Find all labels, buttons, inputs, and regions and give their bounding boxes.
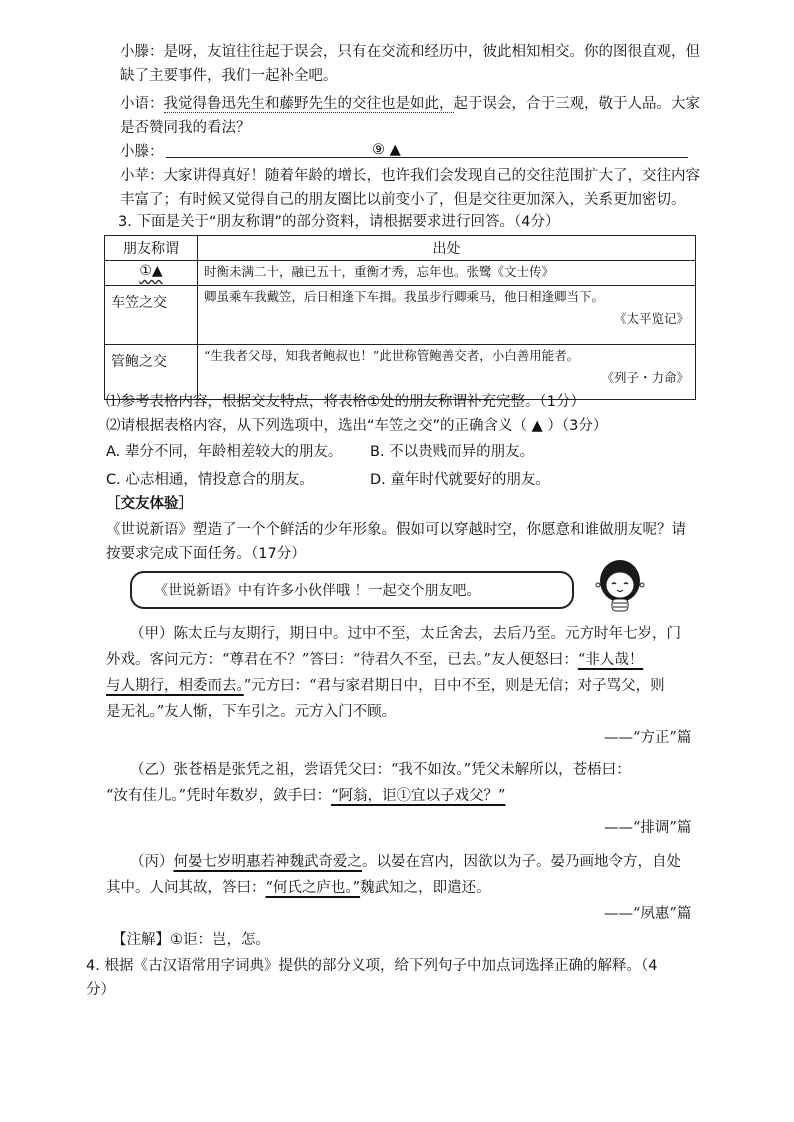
answer-blank-line[interactable] [166,157,688,158]
table-row [105,261,696,286]
table-row [105,286,696,345]
source-citation: 《太平览记》 [613,311,689,326]
underlined-sentence: “阿翁，讵①宜以子戏父？” [331,788,506,804]
dialogue-xiaoteng-line2: 缺了主要事件，我们一起补全吧。 [120,68,338,84]
section-intro-line2: 按要求完成下面任务。（17分） [106,546,306,562]
section-intro-line1: 《世说新语》塑造了一个个鲜活的少年形象。假如可以穿越时空，你愿意和谁做朋友呢？请 [106,522,686,538]
dialogue-xiaoyu-line2: 是否赞同我的看法？ [120,120,251,136]
passage-bing-source: ——“夙惠”篇 [604,906,692,922]
passage-bing-label: （丙） [130,854,174,870]
speech-bubble-text: 《世说新语》中有许多小伙伴哦 ！一起交个朋友吧。 [154,583,481,599]
source-citation: 《列子・力命》 [601,370,689,385]
dialogue-xiaoyu-rest: 起于误会，合于三观，敬于人品。大家 [453,96,700,112]
underlined-sentence: 何晏七岁明惠若神魏武奇爱之 [173,854,362,870]
passage-jia-source: ——“方正”篇 [604,730,692,746]
passage-bing-line2 [106,878,491,898]
passage-jia-line3 [106,676,665,696]
dialogue-xiaoyu-line1 [120,94,700,114]
question-3-sub2: ⑵请根据表格内容，从下列选项中，选出“车笠之交”的正确含义（ ▲ ）（3分） [106,418,608,434]
table-cell-source: 时衡未满二十，融已五十，重衡才秀，忘年也。张鹭《文士传》 [198,261,696,286]
dialogue-xiaoping-line2: 丰富了；有时候又觉得自己的朋友圈比以前变小了，但是交往更加深入，关系更加密切。 [120,192,686,208]
source-text: 卿虽乘车我戴笠，后日相逢下车揖。我虽步行卿乘马，他日相逢卿当下。 [204,289,605,304]
question-4-line1: 4. 根据《古汉语常用字词典》提供的部分义项，给下列句子中加点词选择正确的解释。（4 [86,958,658,974]
speaker-xiaoyu: 小语： [120,96,164,112]
passage-jia-line4: 是无礼。”友人惭，下车引之。元方入门不顾。 [106,704,397,720]
table-cell-source [198,286,696,345]
option-b[interactable]: B. 不以贵贱而异的朋友。 [370,444,535,460]
passage-bing-text: 魏武知之，即遣还。 [360,880,491,896]
friend-terms-table [104,235,696,400]
passage-jia-line2 [106,650,643,670]
passage-jia-text: ”元方曰：“君与家君期日中，日中不至，则是无信；对子骂父，则 [243,678,665,694]
annotation-note: 【注解】①讵：岂，怎。 [112,932,270,948]
passage-jia-line1: （甲）陈太丘与友期行，期日中。过中不至，太丘舍去，去后乃至。元方时年七岁，门 [130,626,681,642]
table-cell-term: 管鲍之交 [105,345,198,400]
speaker-xiaoteng: 小滕： [120,144,164,160]
term-blank-marker: ①▲ [139,263,163,279]
section-heading: ［交友体验］ [106,496,193,512]
table-header-source: 出处 [198,236,696,261]
table-header-term: 朋友称谓 [105,236,198,261]
table-cell-term: 车笠之交 [105,286,198,345]
option-d[interactable]: D. 童年时代就要好的朋友。 [370,472,550,488]
passage-yi-line1: （乙）张苍梧是张凭之祖，尝语凭父曰：“我不如汝。”凭父未解所以，苍梧曰： [130,762,631,778]
cartoon-girl-icon [590,555,650,617]
answer-blank-marker: ⑨ ▲ [372,142,401,158]
dialogue-xiaoteng-line1: 小滕：是呀，友谊往往起于误会，只有在交流和经历中，彼此相知相交。你的图很直观，但 [120,44,700,60]
question-3-sub1: ⑴参考表格内容，根据交友特点，将表格①处的朋友称谓补充完整。（1分） [106,394,585,410]
passage-yi-text: “汝有佳儿。”凭时年数岁，敛手曰： [106,788,332,804]
dotted-sentence: 我觉得鲁迅先生和藤野先生的交往也是如此， [163,96,454,112]
underlined-sentence: “非人哉！ [577,652,644,668]
question-4-line2: 分） [86,982,115,998]
source-text: “生我者父母，知我者鲍叔也！”此世称管鲍善交者，小白善用能者。 [204,348,580,363]
option-a[interactable]: A. 辈分不同，年龄相差较大的朋友。 [106,444,343,460]
passage-yi-line2 [106,786,505,806]
dialogue-xiaoping-line1: 小苹：大家讲得真好！随着年龄的增长，也许我们会发现自己的交往范围扩大了，交往内容 [120,168,700,184]
underlined-sentence: “何氏之庐也。” [265,880,361,896]
passage-jia-text: 外戏。客问元方：“尊君在不？”答曰：“待君久不至，已去。”友人便怒曰： [106,652,578,668]
option-c[interactable]: C. 心志相通，情投意合的朋友。 [106,472,314,488]
table-cell-term-blank[interactable] [105,261,198,286]
passage-bing-text: 其中。人问其故，答曰： [106,880,266,896]
dialogue-xiaoteng-answer [120,142,164,162]
question-3-title: 3. 下面是关于“朋友称谓”的部分资料，请根据要求进行回答。（4分） [118,214,560,230]
speech-bubble [130,571,574,609]
passage-yi-source: ——“排调”篇 [604,820,692,836]
table-header-row [105,236,696,261]
passage-bing-line1 [130,852,681,872]
underlined-sentence: 与人期行，相委而去。 [106,678,244,694]
passage-bing-text: 。以晏在宫内，因欲以为子。晏乃画地令方，自处 [362,854,681,870]
